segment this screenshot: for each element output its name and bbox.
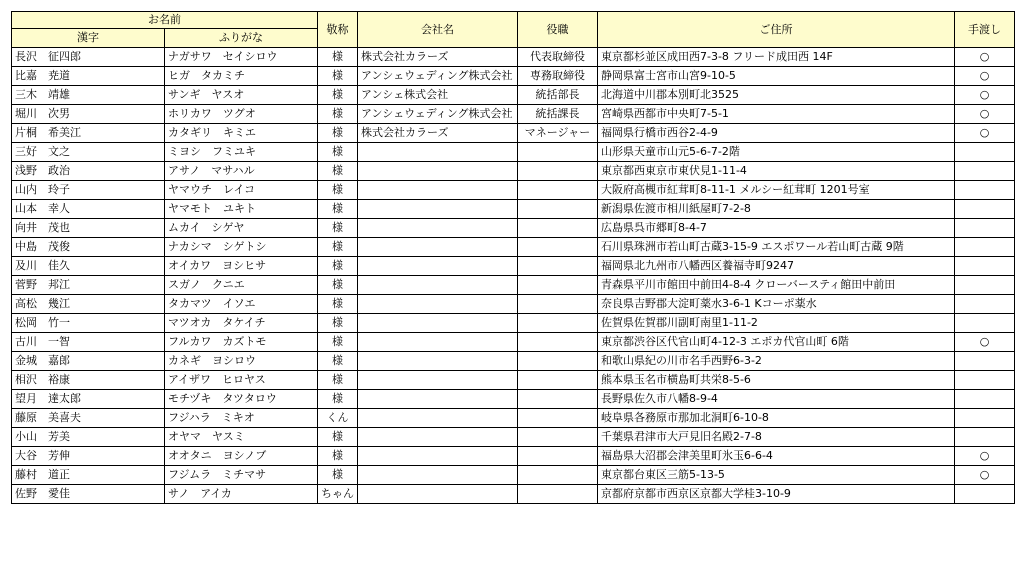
cell-company[interactable]: アンシェ株式会社 <box>358 86 518 105</box>
cell-address[interactable]: 長野県佐久市八幡8-9-4 <box>598 390 955 409</box>
cell-handover[interactable] <box>955 485 1015 504</box>
cell-title[interactable]: 専務取締役 <box>518 67 598 86</box>
cell-handover[interactable] <box>955 143 1015 162</box>
cell-honorific[interactable]: 様 <box>318 257 358 276</box>
cell-company[interactable] <box>358 333 518 352</box>
cell-handover[interactable]: ○ <box>955 333 1015 352</box>
cell-company[interactable]: アンシェウェディング株式会社 <box>358 105 518 124</box>
cell-handover[interactable]: ○ <box>955 48 1015 67</box>
cell-address[interactable]: 新潟県佐渡市相川紙屋町7-2-8 <box>598 200 955 219</box>
cell-address[interactable]: 佐賀県佐賀郡川副町南里1-11-2 <box>598 314 955 333</box>
cell-furigana[interactable]: ムカイ シゲヤ <box>165 219 318 238</box>
cell-title[interactable] <box>518 181 598 200</box>
cell-furigana[interactable]: カネギ ヨシロウ <box>165 352 318 371</box>
cell-honorific[interactable]: 様 <box>318 219 358 238</box>
cell-kanji[interactable]: 藤村 道正 <box>12 466 165 485</box>
cell-company[interactable] <box>358 257 518 276</box>
cell-handover[interactable]: ○ <box>955 447 1015 466</box>
cell-company[interactable] <box>358 352 518 371</box>
cell-furigana[interactable]: ナカシマ シゲトシ <box>165 238 318 257</box>
cell-kanji[interactable]: 古川 一智 <box>12 333 165 352</box>
cell-address[interactable]: 広島県呉市郷町8-4-7 <box>598 219 955 238</box>
cell-company[interactable]: アンシェウェディング株式会社 <box>358 67 518 86</box>
table-row <box>12 314 1015 333</box>
table-row <box>12 466 1015 485</box>
cell-honorific[interactable]: 様 <box>318 67 358 86</box>
cell-honorific[interactable]: 様 <box>318 105 358 124</box>
cell-company[interactable] <box>358 371 518 390</box>
cell-address[interactable]: 東京都西東京市東伏見1-11-4 <box>598 162 955 181</box>
cell-handover[interactable] <box>955 390 1015 409</box>
cell-title[interactable] <box>518 314 598 333</box>
cell-kanji[interactable]: 金城 嘉郎 <box>12 352 165 371</box>
cell-furigana[interactable]: オオタニ ヨシノブ <box>165 447 318 466</box>
cell-honorific[interactable]: 様 <box>318 86 358 105</box>
cell-honorific[interactable]: 様 <box>318 371 358 390</box>
header-company: 会社名 <box>358 12 518 48</box>
cell-title[interactable] <box>518 371 598 390</box>
cell-honorific[interactable]: 様 <box>318 428 358 447</box>
table-row <box>12 257 1015 276</box>
table-row <box>12 105 1015 124</box>
cell-handover[interactable] <box>955 200 1015 219</box>
table-row <box>12 276 1015 295</box>
cell-kanji[interactable]: 相沢 裕康 <box>12 371 165 390</box>
cell-kanji[interactable]: 山本 幸人 <box>12 200 165 219</box>
cell-title[interactable] <box>518 295 598 314</box>
cell-title[interactable] <box>518 200 598 219</box>
cell-honorific[interactable]: 様 <box>318 352 358 371</box>
cell-company[interactable] <box>358 276 518 295</box>
cell-address[interactable]: 福島県大沼郡会津美里町氷玉6-6-4 <box>598 447 955 466</box>
cell-company[interactable] <box>358 200 518 219</box>
cell-title[interactable] <box>518 276 598 295</box>
cell-furigana[interactable]: サンギ ヤスオ <box>165 86 318 105</box>
cell-title[interactable]: 統括部長 <box>518 86 598 105</box>
cell-kanji[interactable]: 佐野 愛佳 <box>12 485 165 504</box>
cell-kanji[interactable]: 浅野 政治 <box>12 162 165 181</box>
cell-address[interactable]: 石川県珠洲市若山町古蔵3-15-9 エスポワール若山町古蔵 9階 <box>598 238 955 257</box>
cell-company[interactable] <box>358 466 518 485</box>
cell-handover[interactable] <box>955 314 1015 333</box>
cell-title[interactable] <box>518 219 598 238</box>
cell-honorific[interactable]: くん <box>318 409 358 428</box>
cell-kanji[interactable]: 中島 茂俊 <box>12 238 165 257</box>
cell-honorific[interactable]: 様 <box>318 276 358 295</box>
table-row <box>12 238 1015 257</box>
header-title: 役職 <box>518 12 598 48</box>
table-row <box>12 371 1015 390</box>
table-row <box>12 200 1015 219</box>
table-row <box>12 162 1015 181</box>
cell-handover[interactable] <box>955 276 1015 295</box>
table-row <box>12 143 1015 162</box>
cell-furigana[interactable]: オイカワ ヨシヒサ <box>165 257 318 276</box>
cell-title[interactable] <box>518 333 598 352</box>
cell-company[interactable] <box>358 295 518 314</box>
cell-handover[interactable] <box>955 238 1015 257</box>
cell-handover[interactable] <box>955 352 1015 371</box>
cell-address[interactable]: 千葉県君津市大戸見旧名殿2-7-8 <box>598 428 955 447</box>
cell-title[interactable] <box>518 390 598 409</box>
cell-handover[interactable]: ○ <box>955 466 1015 485</box>
cell-honorific[interactable]: 様 <box>318 314 358 333</box>
table-row <box>12 124 1015 143</box>
cell-address[interactable]: 宮崎県西都市中央町7-5-1 <box>598 105 955 124</box>
cell-address[interactable]: 奈良県吉野郡大淀町薬水3-6-1 Kコーポ薬水 <box>598 295 955 314</box>
header-name-group: お名前 <box>12 12 318 29</box>
cell-title[interactable] <box>518 447 598 466</box>
cell-kanji[interactable]: 山内 玲子 <box>12 181 165 200</box>
cell-kanji[interactable]: 望月 達太郎 <box>12 390 165 409</box>
cell-kanji[interactable]: 藤原 美喜夫 <box>12 409 165 428</box>
cell-company[interactable] <box>358 485 518 504</box>
cell-address[interactable]: 福岡県北九州市八幡西区養福寺町9247 <box>598 257 955 276</box>
cell-handover[interactable] <box>955 257 1015 276</box>
table-row <box>12 390 1015 409</box>
cell-company[interactable] <box>358 181 518 200</box>
cell-furigana[interactable]: アサノ マサハル <box>165 162 318 181</box>
cell-handover[interactable] <box>955 295 1015 314</box>
header-address: ご住所 <box>598 12 955 48</box>
cell-furigana[interactable]: フルカワ カズトモ <box>165 333 318 352</box>
cell-title[interactable]: マネージャー <box>518 124 598 143</box>
cell-handover[interactable] <box>955 162 1015 181</box>
cell-title[interactable] <box>518 485 598 504</box>
cell-address[interactable]: 山形県天童市山元5-6-7-2階 <box>598 143 955 162</box>
cell-furigana[interactable]: タカマツ イソエ <box>165 295 318 314</box>
cell-company[interactable] <box>358 314 518 333</box>
cell-honorific[interactable]: 様 <box>318 48 358 67</box>
table-row <box>12 181 1015 200</box>
header-honorific: 敬称 <box>318 12 358 48</box>
table-row <box>12 86 1015 105</box>
cell-address[interactable]: 熊本県玉名市横島町共栄8-5-6 <box>598 371 955 390</box>
cell-handover[interactable] <box>955 181 1015 200</box>
cell-address[interactable]: 東京都台東区三筋5-13-5 <box>598 466 955 485</box>
cell-company[interactable] <box>358 390 518 409</box>
cell-kanji[interactable]: 長沢 征四郎 <box>12 48 165 67</box>
cell-honorific[interactable]: 様 <box>318 390 358 409</box>
table-row <box>12 428 1015 447</box>
cell-furigana[interactable]: ナガサワ セイシロウ <box>165 48 318 67</box>
cell-kanji[interactable]: 菅野 邦江 <box>12 276 165 295</box>
cell-furigana[interactable]: フジムラ ミチマサ <box>165 466 318 485</box>
cell-title[interactable] <box>518 162 598 181</box>
cell-address[interactable]: 福岡県行橋市西谷2-4-9 <box>598 124 955 143</box>
table-row <box>12 485 1015 504</box>
cell-honorific[interactable]: 様 <box>318 333 358 352</box>
cell-furigana[interactable]: ホリカワ ツグオ <box>165 105 318 124</box>
cell-company[interactable] <box>358 143 518 162</box>
cell-furigana[interactable]: ヤマモト ユキト <box>165 200 318 219</box>
cell-handover[interactable]: ○ <box>955 67 1015 86</box>
cell-company[interactable] <box>358 409 518 428</box>
cell-title[interactable] <box>518 466 598 485</box>
header-handover: 手渡し <box>955 12 1015 48</box>
cell-furigana[interactable]: アイザワ ヒロヤス <box>165 371 318 390</box>
cell-title[interactable]: 代表取締役 <box>518 48 598 67</box>
cell-handover[interactable] <box>955 428 1015 447</box>
table-row <box>12 447 1015 466</box>
cell-handover[interactable]: ○ <box>955 124 1015 143</box>
cell-kanji[interactable]: 松岡 竹一 <box>12 314 165 333</box>
cell-honorific[interactable]: ちゃん <box>318 485 358 504</box>
cell-address[interactable]: 和歌山県紀の川市名手西野6-3-2 <box>598 352 955 371</box>
cell-furigana[interactable]: スガノ クニエ <box>165 276 318 295</box>
cell-handover[interactable] <box>955 219 1015 238</box>
cell-company[interactable] <box>358 162 518 181</box>
table-row <box>12 333 1015 352</box>
cell-kanji[interactable]: 大谷 芳伸 <box>12 447 165 466</box>
cell-company[interactable] <box>358 238 518 257</box>
cell-furigana[interactable]: カタギリ キミエ <box>165 124 318 143</box>
cell-kanji[interactable]: 比嘉 尭道 <box>12 67 165 86</box>
cell-honorific[interactable]: 様 <box>318 466 358 485</box>
cell-kanji[interactable]: 三木 靖雄 <box>12 86 165 105</box>
cell-kanji[interactable]: 向井 茂也 <box>12 219 165 238</box>
cell-honorific[interactable]: 様 <box>318 124 358 143</box>
cell-honorific[interactable]: 様 <box>318 200 358 219</box>
cell-company[interactable] <box>358 219 518 238</box>
cell-honorific[interactable]: 様 <box>318 181 358 200</box>
cell-title[interactable] <box>518 409 598 428</box>
cell-title[interactable] <box>518 352 598 371</box>
cell-title[interactable]: 統括課長 <box>518 105 598 124</box>
cell-title[interactable] <box>518 428 598 447</box>
cell-address[interactable]: 岐阜県各務原市那加北洞町6-10-8 <box>598 409 955 428</box>
cell-handover[interactable] <box>955 409 1015 428</box>
cell-furigana[interactable]: ヤマウチ レイコ <box>165 181 318 200</box>
cell-honorific[interactable]: 様 <box>318 447 358 466</box>
cell-handover[interactable]: ○ <box>955 105 1015 124</box>
cell-company[interactable]: 株式会社カラーズ <box>358 48 518 67</box>
cell-furigana[interactable]: マツオカ タケイチ <box>165 314 318 333</box>
cell-kanji[interactable]: 及川 佳久 <box>12 257 165 276</box>
table-body <box>12 48 1015 504</box>
cell-address[interactable]: 京都府京都市西京区京都大学桂3-10-9 <box>598 485 955 504</box>
table-row <box>12 295 1015 314</box>
cell-furigana[interactable]: ミヨシ フミユキ <box>165 143 318 162</box>
cell-title[interactable] <box>518 143 598 162</box>
cell-furigana[interactable]: ヒガ タカミチ <box>165 67 318 86</box>
cell-honorific[interactable]: 様 <box>318 143 358 162</box>
cell-honorific[interactable]: 様 <box>318 238 358 257</box>
table-row <box>12 409 1015 428</box>
cell-company[interactable] <box>358 428 518 447</box>
table-row <box>12 352 1015 371</box>
address-list-table <box>11 11 1015 504</box>
table-row <box>12 219 1015 238</box>
cell-handover[interactable]: ○ <box>955 86 1015 105</box>
cell-kanji[interactable]: 堀川 次男 <box>12 105 165 124</box>
cell-company[interactable] <box>358 447 518 466</box>
cell-furigana[interactable]: サノ アイカ <box>165 485 318 504</box>
table-row <box>12 67 1015 86</box>
cell-furigana[interactable]: オヤマ ヤスミ <box>165 428 318 447</box>
cell-title[interactable] <box>518 257 598 276</box>
header-furigana: ふりがな <box>165 29 318 48</box>
table-row <box>12 48 1015 67</box>
cell-kanji[interactable]: 片桐 希美江 <box>12 124 165 143</box>
cell-address[interactable]: 北海道中川郡本別町北3525 <box>598 86 955 105</box>
cell-handover[interactable] <box>955 371 1015 390</box>
cell-furigana[interactable]: フジハラ ミキオ <box>165 409 318 428</box>
cell-address[interactable]: 大阪府高槻市紅茸町8-11-1 メルシー紅茸町 1201号室 <box>598 181 955 200</box>
cell-title[interactable] <box>518 238 598 257</box>
cell-furigana[interactable]: モチヅキ タツタロウ <box>165 390 318 409</box>
cell-honorific[interactable]: 様 <box>318 162 358 181</box>
cell-honorific[interactable]: 様 <box>318 295 358 314</box>
cell-address[interactable]: 東京都渋谷区代官山町4-12-3 エポカ代官山町 6階 <box>598 333 955 352</box>
cell-address[interactable]: 静岡県富士宮市山宮9-10-5 <box>598 67 955 86</box>
cell-kanji[interactable]: 高松 幾江 <box>12 295 165 314</box>
cell-kanji[interactable]: 三好 文之 <box>12 143 165 162</box>
cell-address[interactable]: 東京都杉並区成田西7-3-8 フリード成田西 14F <box>598 48 955 67</box>
cell-kanji[interactable]: 小山 芳美 <box>12 428 165 447</box>
cell-company[interactable]: 株式会社カラーズ <box>358 124 518 143</box>
header-kanji: 漢字 <box>12 29 165 48</box>
cell-address[interactable]: 青森県平川市館田中前田4-8-4 クローバースティ館田中前田 <box>598 276 955 295</box>
